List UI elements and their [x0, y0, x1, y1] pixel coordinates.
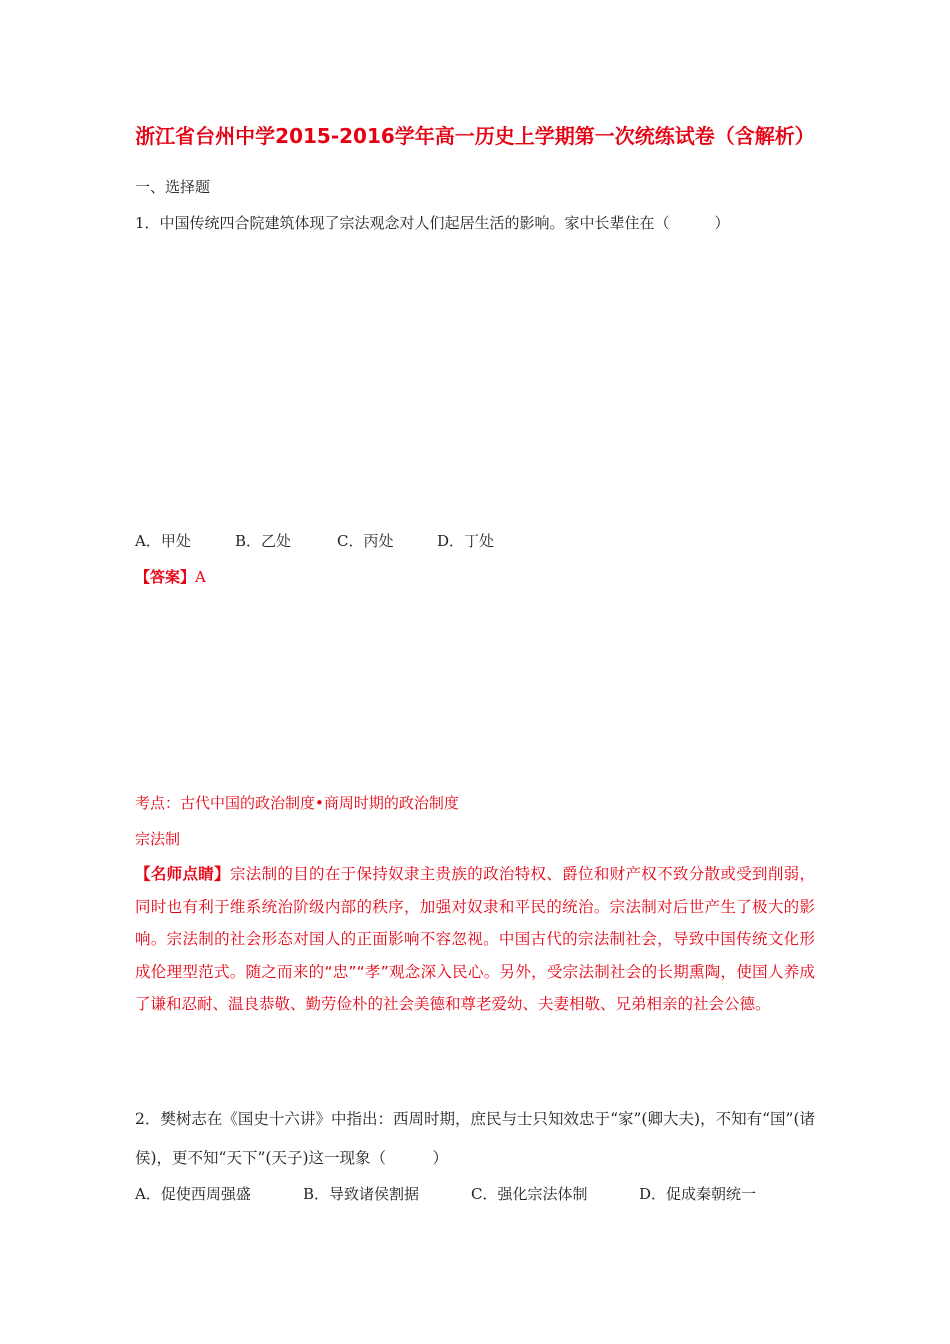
option-d: D．丁处 — [437, 532, 495, 550]
option-b: B．乙处 — [235, 532, 292, 550]
answer-value: A — [195, 568, 206, 586]
document-title: 浙江省台州中学2015-2016学年高一历史上学期第一次统练试卷（含解析） — [135, 124, 815, 148]
option-b: B．导致诸侯割据 — [303, 1185, 420, 1203]
question-2-stem: 2．樊树志在《国史十六讲》中指出：西周时期，庶民与士只知效忠于“家”(卿大夫)，不知有“国”(诸侯)，更不知“天下”(天子)这一现象（ ） — [135, 1110, 815, 1167]
analysis-paragraph — [135, 858, 815, 1021]
section-heading: 一、选择题 — [135, 178, 211, 196]
answer-label: 【答案】 — [135, 568, 196, 586]
topic-line: 宗法制 — [135, 830, 181, 848]
kaodian-line: 考点：古代中国的政治制度•商周时期的政治制度 — [135, 794, 459, 812]
question-1-options — [135, 530, 494, 552]
question-2-options — [135, 1183, 756, 1205]
question-1-stem: 1．中国传统四合院建筑体现了宗法观念对人们起居生活的影响。家中长辈住在（ ） — [135, 214, 730, 232]
analysis-label: 【名师点睛】 — [135, 865, 230, 883]
analysis-text: 宗法制的目的在于保持奴隶主贵族的政治特权、爵位和财产权不致分散或受到削弱，同时也有利于维系统治阶级内部的秩序，加强对奴隶和平民的统治。宗法制对后世产生了极大的影响。宗法制的社会形态对国人的正面影响不容忽视。中国古代的宗法制社会，导致中国传统文化形成伦理型范式。随之而来的“忠”“孝”观念深入民心。另外，受宗法制社会的长期熏陶，使国人养成了谦和忍耐、温良恭敬、勤劳俭朴的社会美德和尊老爱幼、夫妻相敬、兄弟相亲的社会公德。 — [135, 865, 815, 1013]
option-d: D．促成秦朝统一 — [639, 1185, 757, 1203]
answer-figure-area — [135, 595, 815, 780]
option-a: A．甲处 — [135, 532, 191, 550]
option-c: C．丙处 — [337, 532, 394, 550]
option-a: A．促使西周强盛 — [135, 1185, 251, 1203]
answer-line — [135, 566, 206, 588]
option-c: C．强化宗法体制 — [471, 1185, 588, 1203]
question-1-figure-area — [135, 240, 815, 510]
